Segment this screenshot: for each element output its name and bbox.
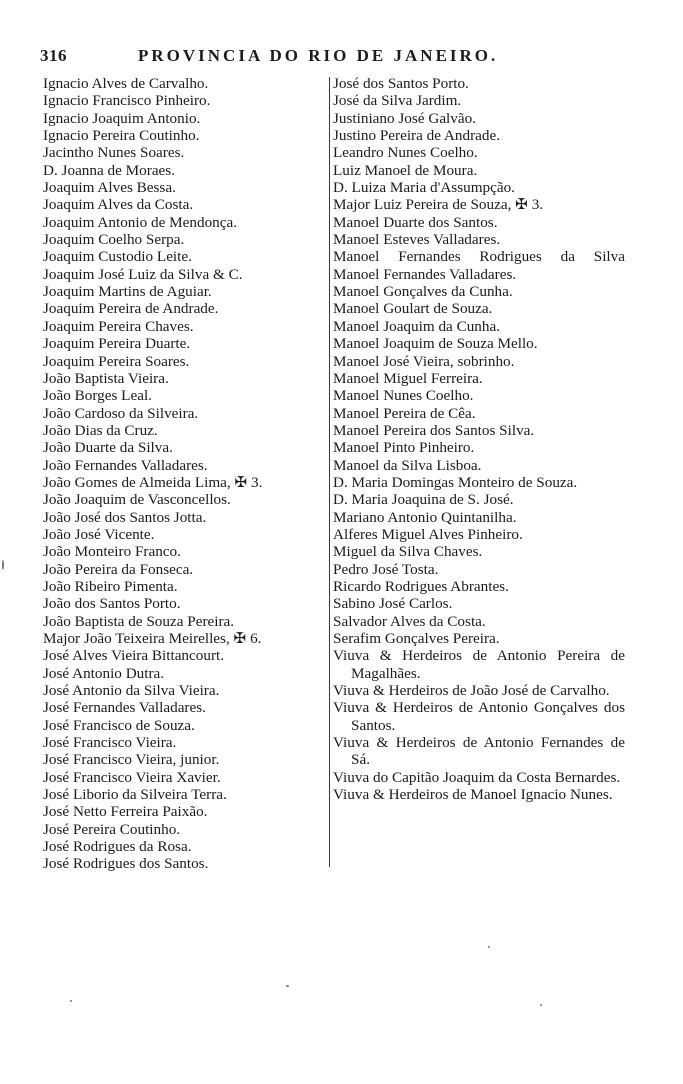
name-entry: Alferes Miguel Alves Pinheiro. xyxy=(333,525,523,543)
name-entry: Manoel Esteves Valladares. xyxy=(333,231,501,249)
name-entry: Manoel Pereira dos Santos Silva. xyxy=(333,421,535,439)
name-entry: D. Luiza Maria d'Assumpção. xyxy=(333,179,515,197)
name-entry: D. Maria Joaquina de S. José. xyxy=(333,491,514,509)
name-entry: Joaquim Pereira Duarte. xyxy=(43,335,191,353)
name-entry: José Francisco Vieira. xyxy=(43,734,177,752)
name-entry: João Pereira da Fonseca. xyxy=(43,560,194,578)
name-entry: José Antonio da Silva Vieira. xyxy=(43,682,220,700)
name-entry: Joaquim Pereira de Andrade. xyxy=(43,300,219,318)
name-entry: João dos Santos Porto. xyxy=(43,595,181,613)
name-entry: Justino Pereira de Andrade. xyxy=(333,127,501,145)
name-entry: José dos Santos Porto. xyxy=(333,75,469,92)
name-entry: Jacintho Nunes Soares. xyxy=(43,144,185,162)
name-entry: Miguel da Silva Chaves. xyxy=(333,543,483,561)
name-entry: Manoel Goulart de Souza. xyxy=(333,300,493,318)
name-entry: José Rodrigues dos Santos. xyxy=(43,855,209,873)
name-entry: José Liborio da Silveira Terra. xyxy=(43,786,227,804)
name-entry: Manoel Miguel Ferreira. xyxy=(333,369,483,387)
name-entry: Viuva & Herdeiros de Antonio Gonçalves dos Santos. xyxy=(333,699,625,734)
name-entry: Manoel Gonçalves da Cunha. xyxy=(333,283,513,301)
name-entry: Viuva & Herdeiros de João José de Carvalho. xyxy=(333,682,610,700)
name-entry: João Cardoso da Silveira. xyxy=(43,404,199,422)
name-entry: Joaquim Alves Bessa. xyxy=(43,179,176,197)
name-entry: Salvador Alves da Costa. xyxy=(333,612,486,630)
name-entry: Major Luiz Pereira de Souza, ✠ 3. xyxy=(333,196,544,214)
paper-speck xyxy=(540,1004,542,1006)
name-entry: Ignacio Pereira Coutinho. xyxy=(43,127,200,145)
name-entry: Sabino José Carlos. xyxy=(333,595,453,613)
name-entry: João José Vicente. xyxy=(43,525,155,543)
name-entry: Manoel Pereira de Cêa. xyxy=(333,404,476,422)
name-entry: João Baptista de Souza Pereira. xyxy=(43,612,235,630)
name-entry: Luiz Manoel de Moura. xyxy=(333,161,478,179)
name-entry: Joaquim Antonio de Mendonça. xyxy=(43,213,238,231)
name-entry: Joaquim Martins de Aguiar. xyxy=(43,283,212,301)
name-entry: José da Silva Jardim. xyxy=(333,92,462,110)
name-entry: Major João Teixeira Meirelles, ✠ 6. xyxy=(43,630,262,647)
name-entry: Manoel da Silva Lisboa. xyxy=(333,456,482,474)
name-entry: João Ribeiro Pimenta. xyxy=(43,577,178,595)
name-entry: Ricardo Rodrigues Abrantes. xyxy=(333,577,509,595)
name-entry: João Gomes de Almeida Lima, ✠ 3. xyxy=(43,473,263,491)
name-entry: José Francisco Vieira, junior. xyxy=(43,751,220,769)
right-column xyxy=(333,75,625,803)
name-entry: Manoel Joaquim de Souza Mello. xyxy=(333,335,538,353)
name-entry: João José dos Santos Jotta. xyxy=(43,508,207,526)
paper-speck xyxy=(70,1000,72,1002)
name-entry: Ignacio Joaquim Antonio. xyxy=(43,109,201,127)
name-entry: Serafim Gonçalves Pereira. xyxy=(333,630,500,647)
name-entry: Leandro Nunes Coelho. xyxy=(333,144,478,162)
paper-speck xyxy=(488,946,490,948)
name-entry: D. Joanna de Moraes. xyxy=(43,161,176,179)
name-entry: José Alves Vieira Bittancourt. xyxy=(43,647,225,665)
name-entry: Justiniano José Galvão. xyxy=(333,109,476,127)
name-entry: Viuva do Capitão Joaquim da Costa Bernardes. xyxy=(333,768,621,786)
page-number: 316 xyxy=(40,46,67,65)
name-entry: José Pereira Coutinho. xyxy=(43,820,181,838)
name-entry: João Monteiro Franco. xyxy=(43,543,181,561)
name-entry: Ignacio Francisco Pinheiro. xyxy=(43,92,211,110)
name-entry: Ignacio Alves de Carvalho. xyxy=(43,75,209,92)
name-entry: João Joaquim de Vasconcellos. xyxy=(43,491,231,509)
name-entry: Viuva & Herdeiros de Antonio Fernandes de Sá. xyxy=(333,734,625,769)
name-entry: João Dias da Cruz. xyxy=(43,421,158,439)
name-entry: João Baptista Vieira. xyxy=(43,369,169,387)
name-entry: Manoel Fernandes Rodrigues da Silva xyxy=(333,248,625,266)
name-entry: Viuva & Herdeiros de Antonio Pereira de Magalhães. xyxy=(333,647,625,682)
page-header xyxy=(40,46,652,70)
name-entry: D. Maria Domingas Monteiro de Souza. xyxy=(333,473,578,491)
name-entry: João Borges Leal. xyxy=(43,387,152,405)
name-entry: Joaquim Coelho Serpa. xyxy=(43,231,185,249)
name-entry: João Duarte da Silva. xyxy=(43,439,173,457)
name-entry: Joaquim Pereira Soares. xyxy=(43,352,190,370)
column-divider xyxy=(329,77,330,867)
name-entry: José Netto Ferreira Paixão. xyxy=(43,803,208,821)
paper-mark xyxy=(2,560,4,570)
name-entry: Manoel Fernandes Valladares. xyxy=(333,265,517,283)
name-entry: Manoel Nunes Coelho. xyxy=(333,387,474,405)
name-entry: José Francisco de Souza. xyxy=(43,716,195,734)
name-entry: José Antonio Dutra. xyxy=(43,664,165,682)
name-entry: Joaquim Alves da Costa. xyxy=(43,196,194,214)
name-entry: José Francisco Vieira Xavier. xyxy=(43,768,221,786)
name-entry: José Fernandes Valladares. xyxy=(43,699,206,717)
left-column xyxy=(43,75,327,873)
name-entry: Manoel Pinto Pinheiro. xyxy=(333,439,475,457)
name-entry: José Rodrigues da Rosa. xyxy=(43,838,192,856)
name-entry: Joaquim Pereira Chaves. xyxy=(43,317,194,335)
name-entry: Joaquim José Luiz da Silva & C. xyxy=(43,265,243,283)
name-entry: Mariano Antonio Quintanilha. xyxy=(333,508,517,526)
name-entry: Pedro José Tosta. xyxy=(333,560,439,578)
name-entry: Manoel Joaquim da Cunha. xyxy=(333,317,501,335)
name-entry: Manoel Duarte dos Santos. xyxy=(333,213,498,231)
name-entry: Joaquim Custodio Leite. xyxy=(43,248,192,266)
name-entry: Viuva & Herdeiros de Manoel Ignacio Nunes. xyxy=(333,786,613,804)
name-entry: Manoel José Vieira, sobrinho. xyxy=(333,352,515,370)
running-head: PROVINCIA DO RIO DE JANEIRO. xyxy=(138,46,499,65)
name-entry: João Fernandes Valladares. xyxy=(43,456,208,474)
paper-speck xyxy=(286,985,289,987)
